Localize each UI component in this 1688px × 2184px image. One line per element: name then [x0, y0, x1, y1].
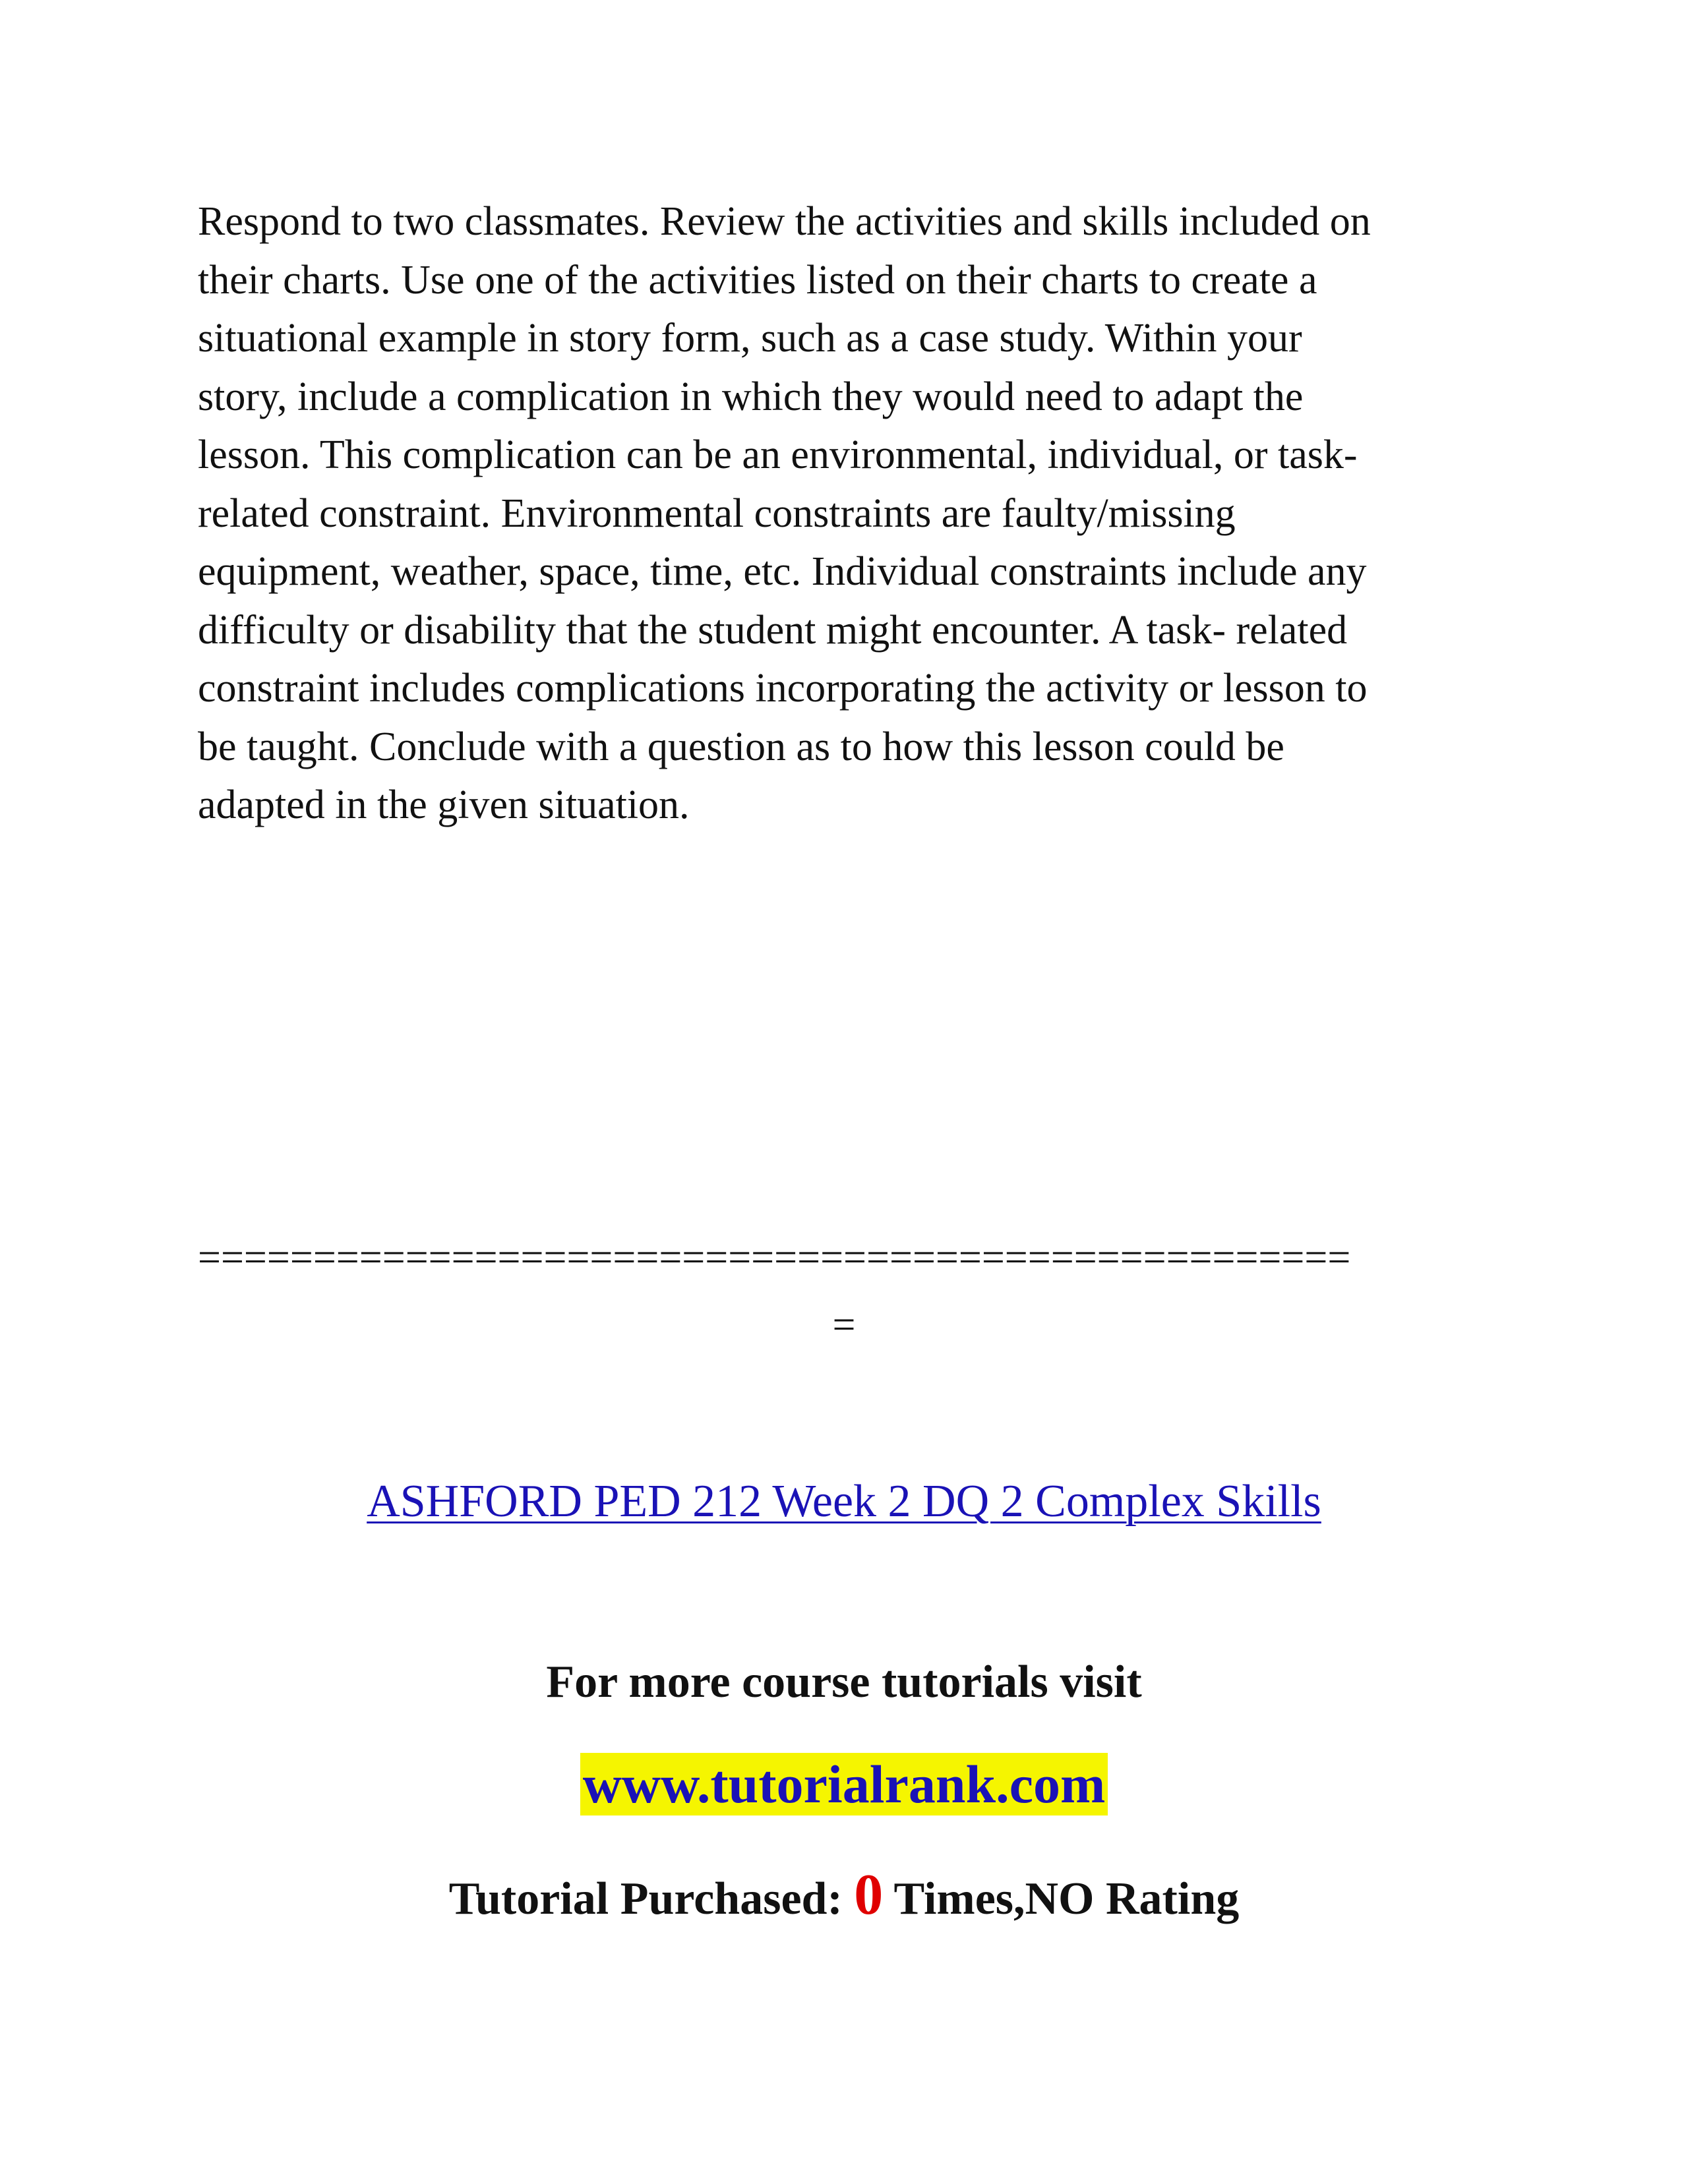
purchased-label: Tutorial Purchased:: [448, 1874, 843, 1924]
instructions-line: equipment, weather, space, time, etc. Individual constraints include any: [198, 549, 1367, 594]
site-link-container: [0, 1748, 1688, 1821]
instructions-line: lesson. This complication can be an environmental, individual, or task-: [198, 432, 1358, 477]
purchase-status: [0, 1859, 1688, 1935]
instructions-line: difficulty or disability that the student might encounter. A task- related: [198, 607, 1348, 653]
instructions-paragraph: [198, 192, 1490, 835]
purchased-suffix: Times,NO Rating: [893, 1874, 1240, 1924]
instructions-line: related constraint. Environmental constraints are faulty/missing: [198, 490, 1236, 536]
instructions-line: adapted in the given situation.: [198, 782, 690, 827]
visit-text: For more course tutorials visit: [546, 1657, 1142, 1707]
instructions-line: story, include a complication in which they would need to adapt the: [198, 374, 1304, 419]
course-title-link[interactable]: ASHFORD PED 212 Week 2 DQ 2 Complex Skills: [367, 1476, 1321, 1527]
instructions-line: constraint includes complications incorporating the activity or lesson to: [198, 666, 1368, 711]
separator-line-end: =: [832, 1303, 856, 1347]
instructions-line: their charts. Use one of the activities listed on their charts to create a: [198, 257, 1317, 303]
site-link[interactable]: www.tutorialrank.com: [580, 1753, 1108, 1815]
instructions-line: situational example in story form, such as a case study. Within your: [198, 316, 1302, 361]
instructions-line: be taught. Conclude with a question as to how this lesson could be: [198, 724, 1284, 769]
purchased-count: 0: [854, 1863, 884, 1927]
instructions-line: Respond to two classmates. Review the activities and skills included on: [198, 199, 1371, 244]
course-link-container: [0, 1469, 1688, 1535]
separator-line: ==================================================: [198, 1235, 1351, 1280]
